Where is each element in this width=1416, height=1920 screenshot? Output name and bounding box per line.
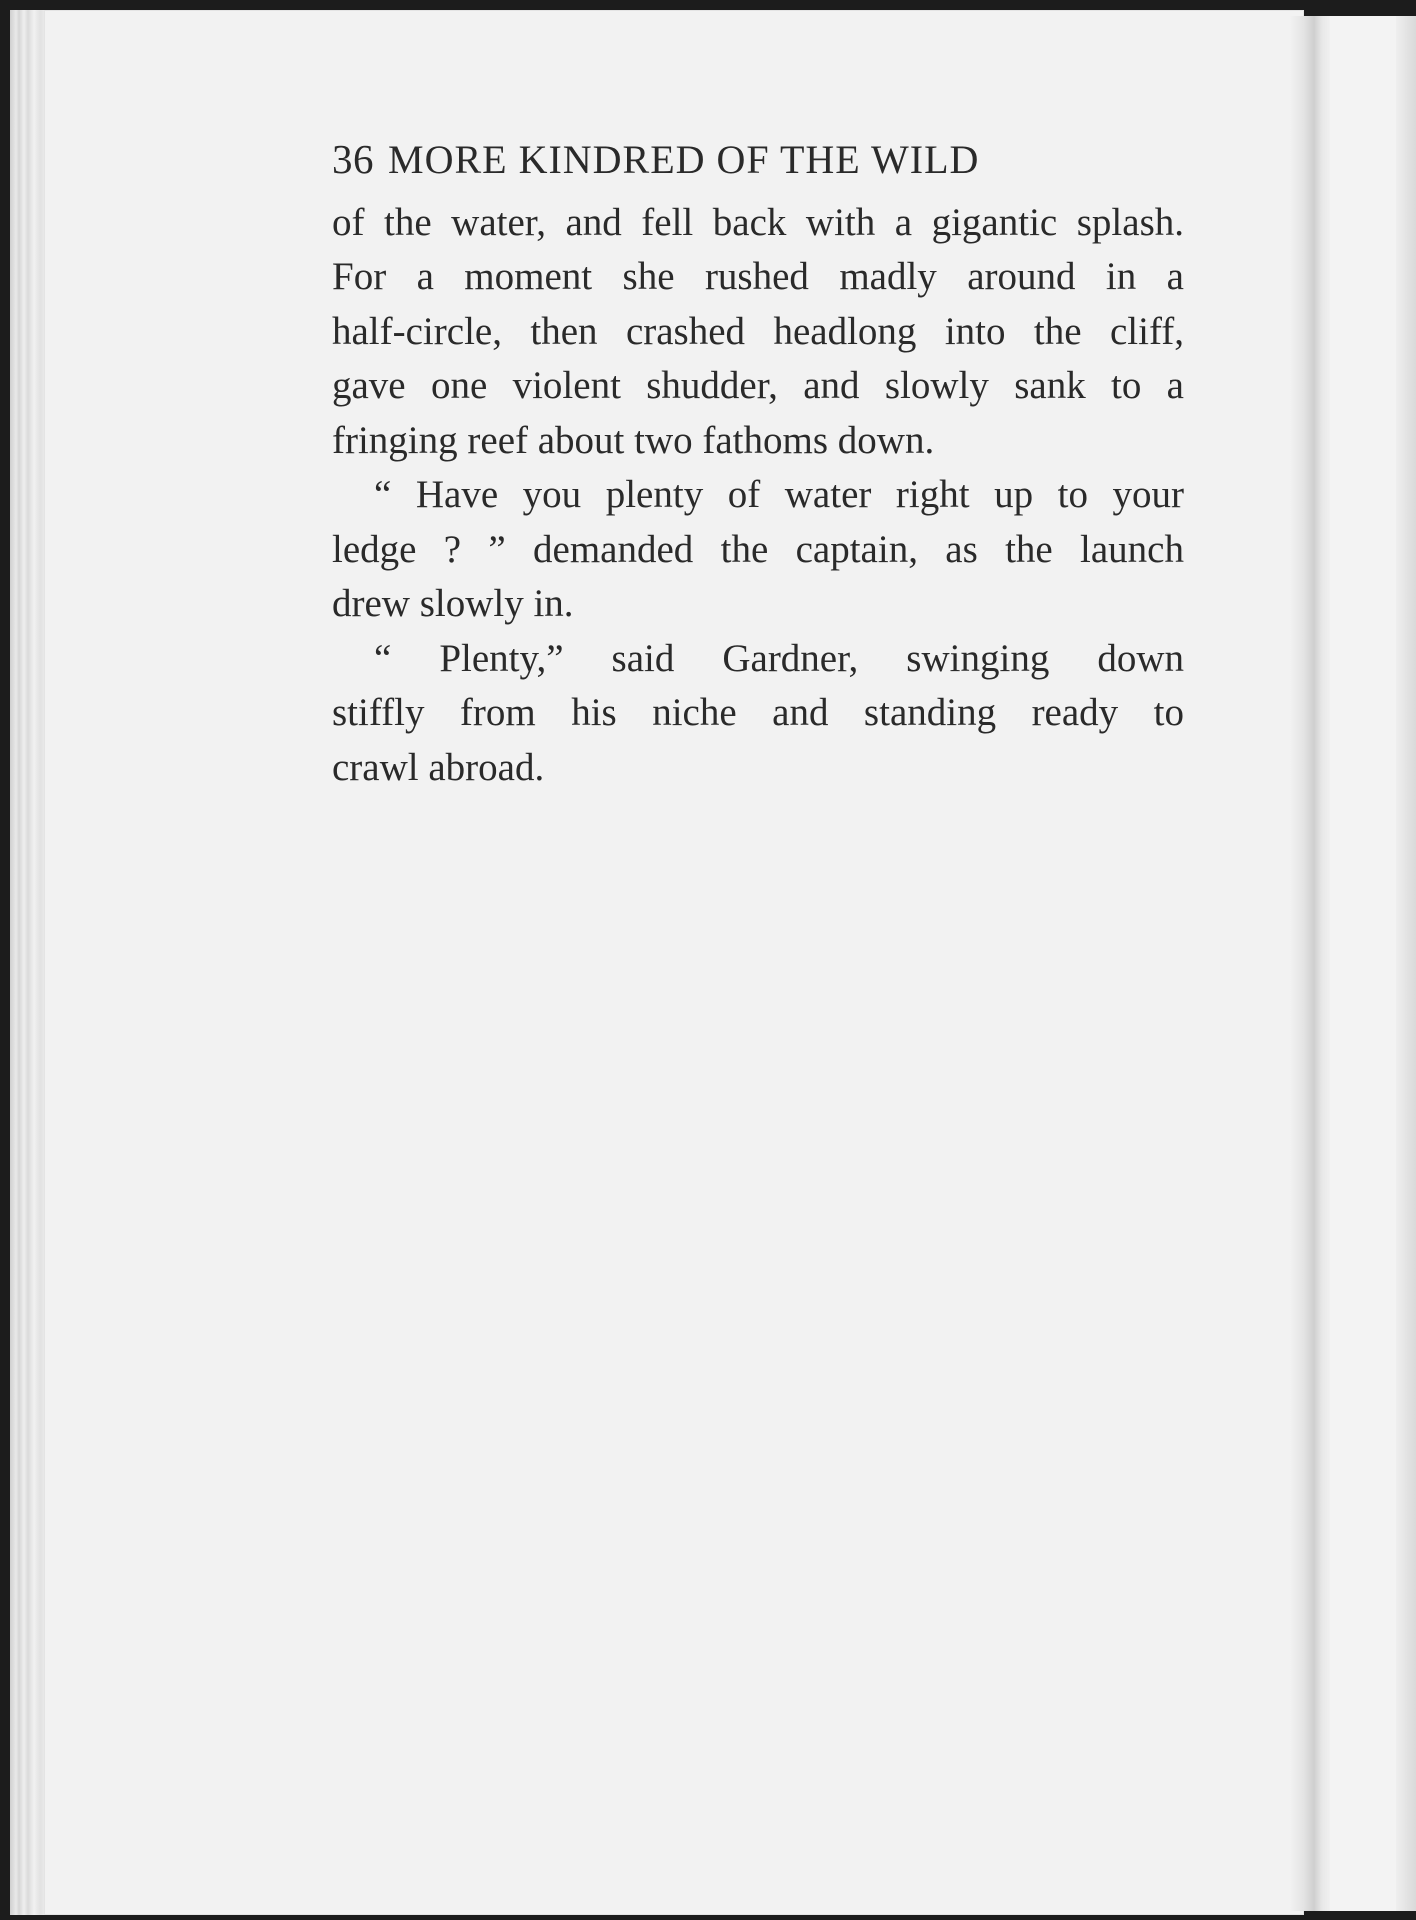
text-line: crawl abroad. (332, 745, 545, 789)
book-gutter (1290, 16, 1330, 1911)
text-line: half-circle, then crashed headlong into the cliff, (332, 309, 1184, 353)
text-line: of the water, and fell back with a gigantic splash. (332, 200, 1184, 244)
facing-page-shadow (1396, 16, 1416, 1911)
page-text-block (332, 132, 1184, 795)
running-head (332, 132, 1184, 188)
text-line: gave one violent shudder, and slowly sank to a (332, 364, 1184, 407)
text-line: drew slowly in. (332, 582, 574, 625)
page-number: 36 (332, 136, 374, 182)
text-line: For a moment she rushed madly around in a (332, 255, 1184, 298)
text-line: fringing reef about two fathoms down. (332, 418, 935, 462)
text-line: ledge ? ” demanded the captain, as the launch (332, 527, 1184, 571)
running-title: MORE KINDRED OF THE WILD (388, 137, 980, 182)
text-line: “ Plenty,” said Gardner, swinging down (374, 636, 1184, 680)
text-line: stiffly from his niche and standing ready to (332, 691, 1184, 734)
text-line: “ Have you plenty of water right up to your (374, 473, 1184, 516)
